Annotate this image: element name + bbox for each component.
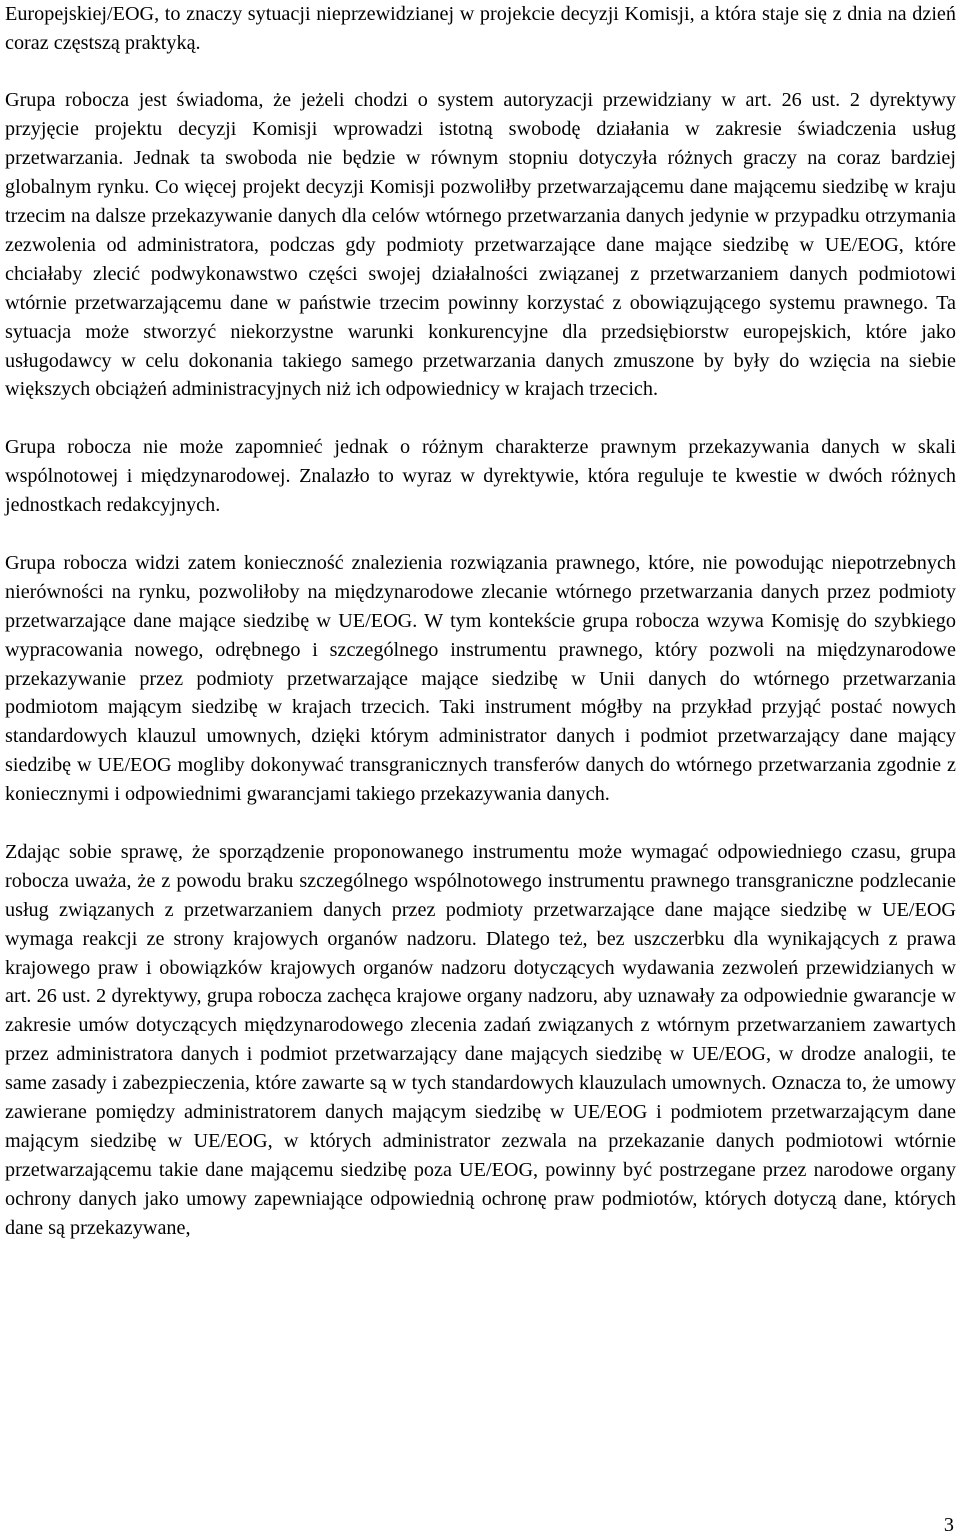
paragraph-1: Europejskiej/EOG, to znaczy sytuacji nieprzewidzianej w projekcie decyzji Komisji, a która staje się z dnia na dzień coraz częstszą praktyką.	[5, 2, 956, 54]
page-number: 3	[943, 1514, 954, 1536]
paragraph-4: Grupa robocza widzi zatem konieczność znalezienia rozwiązania prawnego, które, nie powodując niepotrzebnych nierówności na rynku, pozwoliłoby na międzynarodowe zlecanie wtórnego przetwarzania danych przez podmioty przetwarzające dane mające siedzibę w UE/EOG. W tym kontekście grupa robocza wzywa Komisję do szybkiego wypracowania nowego, odrębnego i szczególnego instrumentu prawnego, który pozwoli na międzynarodowe przekazywanie przez podmioty przetwarzające mające siedzibę w Unii danych do wtórnego przetwarzania podmiotom mającym siedzibę w krajach trzecich. Taki instrument mógłby na przykład przyjąć postać nowych standardowych klauzul umownych, dzięki którym administrator danych i podmiot przetwarzający dane mający siedzibę w UE/EOG mogliby dokonywać transgranicznych transferów danych do wtórnego przetwarzania zgodnie z koniecznymi i odpowiednimi gwarancjami takiego przekazywania danych.	[5, 551, 956, 806]
paragraph-5: Zdając sobie sprawę, że sporządzenie proponowanego instrumentu może wymagać odpowiedniego czasu, grupa robocza uważa, że z powodu braku szczególnego wspólnotowego instrumentu prawnego transgraniczne podzlecanie usług związanych z przetwarzaniem danych przez podmioty przetwarzające dane mające siedzibę w UE/EOG wymaga reakcji ze strony krajowych organów nadzoru. Dlatego też, bez uszczerbku dla wynikających z prawa krajowego praw i obowiązków krajowych organów nadzoru dotyczących wydawania zezwoleń przewidzianych w art. 26 ust. 2 dyrektywy, grupa robocza zachęca krajowe organy nadzoru, aby uznawały za odpowiednie gwarancje w zakresie umów dotyczących międzynarodowego zlecenia zadań związanych z wtórnym przetwarzaniem zawartych przez administratora danych i podmiot przetwarzający dane mających siedzibę w UE/EOG, w drodze analogii, te same zasady i zabezpieczenia, które zawarte są w tych standardowych klauzulach umownych. Oznacza to, że umowy zawierane pomiędzy administratorem danych mającym siedzibę w UE/EOG i podmiotem przetwarzającym dane mającym siedzibę w UE/EOG, w których administrator zezwala na przekazanie danych podmiotowi wtórnie przetwarzającemu takie dane mającemu siedzibę poza UE/EOG, powinny być postrzegane przez narodowe organy ochrony danych jako umowy zapewniające odpowiednią ochronę praw podmiotów, których dotyczą dane, których dane są przekazywane,	[5, 840, 956, 1239]
paragraph-3: Grupa robocza nie może zapomnieć jednak o różnym charakterze prawnym przekazywania danych w skali wspólnotowej i międzynarodowej. Znalazło to wyraz w dyrektywie, która reguluje te kwestie w dwóch różnych jednostkach redakcyjnych.	[5, 436, 956, 517]
document-page	[5, 0, 956, 1272]
paragraph-2: Grupa robocza jest świadoma, że jeżeli chodzi o system autoryzacji przewidziany w art. 26 ust. 2 dyrektywy przyjęcie projektu decyzji Komisji wprowadzi istotną swobodę działania w zakresie świadczenia usług przetwarzania. Jednak ta swoboda nie będzie w równym stopniu dotyczyła różnych graczy na coraz bardziej globalnym rynku. Co więcej projekt decyzji Komisji pozwoliłby przetwarzającemu dane mającemu siedzibę w kraju trzecim na dalsze przekazywanie danych dla celów wtórnego przetwarzania danych jedynie w przypadku otrzymania zezwolenia od administratora, podczas gdy podmioty przetwarzające dane mające siedzibę w UE/EOG, które chciałaby zlecić podwykonawstwo części swojej działalności związanej z przetwarzaniem danych podmiotowi wtórnie przetwarzającemu dane w państwie trzecim powinny korzystać z obowiązującego systemu prawnego. Ta sytuacja może stworzyć niekorzystne warunki konkurencyjne dla przedsiębiorstw europejskich, które jako usługodawcy w celu dokonania takiego samego przetwarzania danych zmuszone by były do wzięcia na siebie większych obciążeń administracyjnych niż ich odpowiednicy w krajach trzecich.	[5, 89, 956, 401]
